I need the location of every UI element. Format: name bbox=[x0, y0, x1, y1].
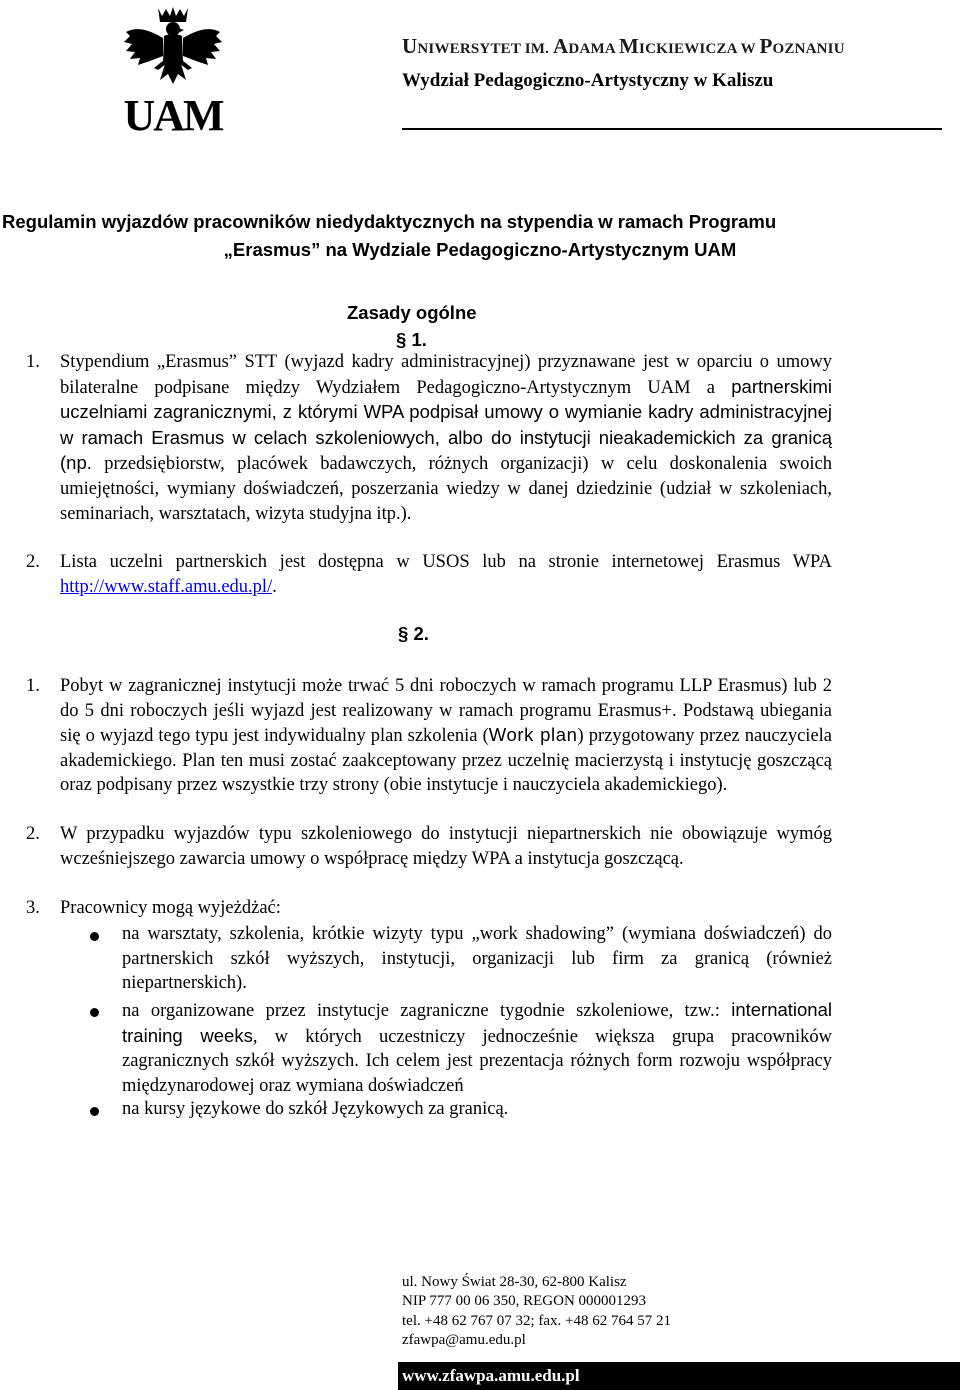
section-heading: Zasady ogólne bbox=[347, 302, 477, 323]
section-1-number: § 1. bbox=[396, 329, 427, 350]
svg-text:UAM: UAM bbox=[123, 91, 223, 134]
bullet-icon bbox=[90, 1107, 99, 1116]
eagle-icon bbox=[120, 4, 226, 134]
bullet-icon bbox=[90, 1008, 99, 1017]
footer-contact bbox=[402, 1273, 671, 1350]
university-logo bbox=[120, 4, 226, 134]
footer-nip: NIP 777 00 06 350, REGON 000001293 bbox=[402, 1293, 647, 1310]
item-number: 1. bbox=[26, 352, 40, 372]
title-line-2: „Erasmus” na Wydziale Pedagogiczno-Artystycznym UAM bbox=[223, 239, 737, 260]
section-2-item-3: Pracownicy mogą wyjeżdżać: bbox=[60, 898, 281, 918]
bullet-item-2: na organizowane przez instytucje zagraniczne tygodnie szkoleniowe, tzw.: international training weeks, w których uczestniczy jednocześnie większa grupa pracowników zagranicznych szkół wyższych. Ich celem jest prezentacja różnych form rozwoju współpracy międzynarodowej oraz wymiana doświadczeń bbox=[122, 999, 832, 1096]
paragraph-sign: § bbox=[396, 329, 407, 350]
footer-website: www.zfawpa.amu.edu.pl bbox=[402, 1366, 580, 1385]
title-line-1: Regulamin wyjazdów pracowników niedydaktycznych na stypendia w ramach Programu bbox=[2, 211, 777, 232]
document-title bbox=[0, 208, 960, 264]
section-2-number: § 2. bbox=[398, 623, 429, 644]
footer-phone: tel. +48 62 767 07 32; fax. +48 62 764 57 21 bbox=[402, 1312, 671, 1329]
paragraph-sign: § bbox=[398, 623, 409, 644]
item-number: 2. bbox=[26, 552, 40, 572]
erasmus-wpa-link[interactable]: http://www.staff.amu.edu.pl/ bbox=[60, 576, 273, 597]
bullet-item-1: na warsztaty, szkolenia, krótkie wizyty typu „work shadowing” (wymiana doświadczeń) do partnerskich szkół wyższych, instytucji, organizacji lub firm za granicą (również niepartnerskich). bbox=[122, 924, 832, 994]
section-1-item-1: Stypendium „Erasmus” STT (wyjazd kadry administracyjnej) przyznawane jest w oparciu o umowy bilateralne podpisane między Wydziałem Pedagogiczno-Artystycznym UAM a partnerskimi uczelniami zagranicznymi, z którymi WPA podpisał umowy o wymianie kadry administracyjnej w ramach Erasmus w celach szkoleniowych, albo do instytucji nieakademickich za granicą (np. przedsiębiorstw, placówek badawczych, różnych organizacji) w celu doskonalenia swoich umiejętności, wymiany doświadczeń, poszerzania wiedzy w danej dziedzinie (udział w szkoleniach, seminariach, warsztatach, wizyta studyjna itp.). bbox=[60, 352, 832, 524]
bullet-item-3: na kursy językowe do szkół Językowych za granicą. bbox=[122, 1099, 509, 1119]
university-name: UNIWERSYTET IM. ADAMA MICKIEWICZA W POZNANIU bbox=[402, 34, 845, 58]
bullet-icon bbox=[90, 932, 99, 941]
header-divider bbox=[402, 128, 942, 130]
item-number: 1. bbox=[26, 676, 40, 696]
item-number: 3. bbox=[26, 898, 40, 918]
section-1-item-2: Lista uczelni partnerskich jest dostępna w USOS lub na stronie internetowej Erasmus WPA http://www.staff.amu.edu.pl/. bbox=[60, 552, 832, 597]
footer-address: ul. Nowy Świat 28-30, 62-800 Kalisz bbox=[402, 1274, 627, 1290]
faculty-name: Wydział Pedagogiczno-Artystyczny w Kaliszu bbox=[402, 70, 774, 91]
item-number: 2. bbox=[26, 824, 40, 844]
section-2-item-2: W przypadku wyjazdów typu szkoleniowego do instytucji niepartnerskich nie obowiązuje wymóg wcześniejszego zawarcia umowy o współpracę między WPA a instytucja goszczącą. bbox=[60, 824, 832, 869]
footer-email: zfawpa@amu.edu.pl bbox=[402, 1331, 526, 1348]
section-2-item-1: Pobyt w zagranicznej instytucji może trwać 5 dni roboczych w ramach programu LLP Erasmus) lub 2 do 5 dni roboczych jeśli wyjazd jest realizowany w ramach programu Erasmus+. Podstawą ubiegania się o wyjazd tego typu jest indywidualny plan szkolenia (Work plan) przygotowany przez nauczyciela akademickiego. Plan ten musi zostać zaakceptowany przez uczelnię macierzystą i instytucję goszczącą oraz podpisany przez wszystkie trzy strony (obie instytucje i nauczyciela akademickiego). bbox=[60, 676, 833, 796]
